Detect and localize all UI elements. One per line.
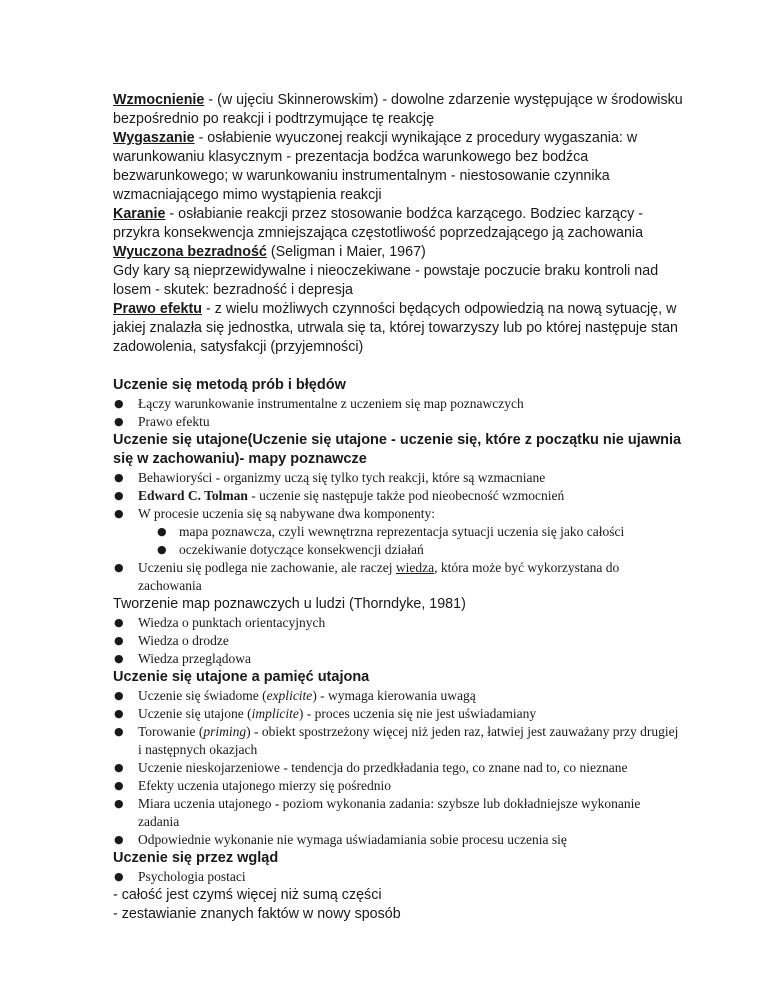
italic-term: priming xyxy=(203,724,247,739)
list-item: ● Behawioryści - organizmy uczą się tylko tych reakcji, które są wzmacniane xyxy=(113,469,683,487)
definition-karanie xyxy=(113,205,683,243)
list-mapy xyxy=(113,614,683,668)
text: ) - obiekt spostrzeżony więcej niż jeden raz, łatwiej jest zauważany przy drugiej i następnych okazjach xyxy=(138,724,679,757)
list-item: ● Łączy warunkowanie instrumentalne z uczeniem się map poznawczych xyxy=(113,395,683,413)
definition-wyuczona-bezradnosc xyxy=(113,243,683,262)
definition-text: - z wielu możliwych czynności będących odpowiedzią na nową sytuację, w jakiej znalazła się jednostka, utrwala się ta, której towarzyszy lub po której następuje stan zadowolenia, satysfakcji (przyjemności) xyxy=(113,301,679,355)
text: Uczenie się utajone ( xyxy=(138,706,252,721)
term-prawo-efektu: Prawo efektu xyxy=(113,301,202,317)
term-wygaszanie: Wygaszanie xyxy=(113,130,195,146)
definition-prawo-efektu xyxy=(113,300,683,357)
list-item xyxy=(113,687,683,705)
sub-list-item: ● mapa poznawcza, czyli wewnętrzna reprezentacja sytuacji uczenia się jako całości xyxy=(113,523,683,541)
dash-line: - zestawianie znanych faktów w nowy sposób xyxy=(113,906,401,922)
list-pamiec-utajona xyxy=(113,687,683,849)
list-wglad xyxy=(113,868,683,886)
list-uczenie-utajone xyxy=(113,469,683,523)
dash-line: - całość jest czymś więcej niż sumą części xyxy=(113,887,382,903)
list-item: ● Odpowiednie wykonanie nie wymaga uświadamiania sobie procesu uczenia się xyxy=(113,831,683,849)
spacer xyxy=(113,357,683,376)
list-item: ● W procesie uczenia się są nabywane dwa komponenty: xyxy=(113,505,683,523)
term-wzmocnienie: Wzmocnienie xyxy=(113,92,205,108)
definition-text: - osłabienie wyuczonej reakcji wynikające z procedury wygaszania: w warunkowaniu klasycznym - prezentacja bodźca warunkowego bez bodźca bezwarunkowego; w warunkowaniu instrumentalnym - niestosowanie czynnika wzmacniającego mimo wystąpienia reakcji xyxy=(113,130,638,203)
text: ) - wymaga kierowania uwagą xyxy=(312,688,476,703)
heading-uczenie-utajone: Uczenie się utajone(Uczenie się utajone - uczenie się, które z początku nie ujawnia się w zachowaniu)- mapy poznawcze xyxy=(113,432,682,467)
text: ) - proces uczenia się nie jest uświadamiany xyxy=(298,706,537,721)
heading-mapy-poznawcze: Tworzenie map poznawczych u ludzi (Thorndyke, 1981) xyxy=(113,596,466,612)
definition-wygaszanie xyxy=(113,129,683,205)
text: , która może być wykorzystana do zachowania xyxy=(138,560,620,593)
list-item xyxy=(113,723,683,759)
text: Uczeniu się podlega nie zachowanie, ale raczej xyxy=(138,560,396,575)
list-item xyxy=(113,559,683,595)
list-item xyxy=(113,705,683,723)
definition-wzmocnienie xyxy=(113,91,683,129)
tolman-name: Edward C. Tolman xyxy=(138,488,248,503)
list-item: ● Psychologia postaci xyxy=(113,868,683,886)
heading-proby-i-bledy: Uczenie się metodą prób i błędów xyxy=(113,377,346,393)
text: Uczenie się świadome ( xyxy=(138,688,267,703)
italic-term: implicite xyxy=(251,706,299,721)
term-wyuczona-bezradnosc: Wyuczona bezradność xyxy=(113,244,267,260)
definition-text: (Seligman i Maier, 1967) xyxy=(266,244,426,260)
term-karanie: Karanie xyxy=(113,206,166,222)
sublist-komponenty xyxy=(113,523,683,559)
sub-list-item: ● oczekiwanie dotyczące konsekwencji działań xyxy=(113,541,683,559)
helplessness-text: Gdy kary są nieprzewidywalne i nieoczekiwane - powstaje poczucie braku kontroli nad losem - skutek: bezradność i depresja xyxy=(113,263,659,298)
list-item: ● Miara uczenia utajonego - poziom wykonania zadania: szybsze lub dokładniejsze wykonanie zadania xyxy=(113,795,683,831)
heading-wglad: Uczenie się przez wgląd xyxy=(113,850,279,866)
list-proby-i-bledy xyxy=(113,395,683,431)
definition-text: - (w ujęciu Skinnerowskim) - dowolne zdarzenie występujące w środowisku bezpośrednio po reakcji i podtrzymujące tę reakcję xyxy=(113,92,683,127)
document-page xyxy=(113,91,683,924)
wiedza-underlined: wiedza xyxy=(395,560,435,575)
list-item: ● Efekty uczenia utajonego mierzy się pośrednio xyxy=(113,777,683,795)
tolman-text: - uczenie się następuje także pod nieobecność wzmocnień xyxy=(247,488,565,503)
list-uczenie-utajone-cont xyxy=(113,559,683,595)
list-item: ● Wiedza przeglądowa xyxy=(113,650,683,668)
list-item xyxy=(113,487,683,505)
list-item: ● Wiedza o drodze xyxy=(113,632,683,650)
italic-term: explicite xyxy=(266,688,313,703)
list-item: ● Uczenie nieskojarzeniowe - tendencja do przedkładania tego, co znane nad to, co nieznane xyxy=(113,759,683,777)
heading-pamiec-utajona: Uczenie się utajone a pamięć utajona xyxy=(113,669,370,685)
list-item: ● Wiedza o punktach orientacyjnych xyxy=(113,614,683,632)
text: Torowanie ( xyxy=(138,724,204,739)
list-item: ● Prawo efektu xyxy=(113,413,683,431)
definition-text: - osłabianie reakcji przez stosowanie bodźca karzącego. Bodziec karzący - przykra konsekwencja zmniejszająca częstotliwość poprzedzającego ją zachowania xyxy=(113,206,644,241)
